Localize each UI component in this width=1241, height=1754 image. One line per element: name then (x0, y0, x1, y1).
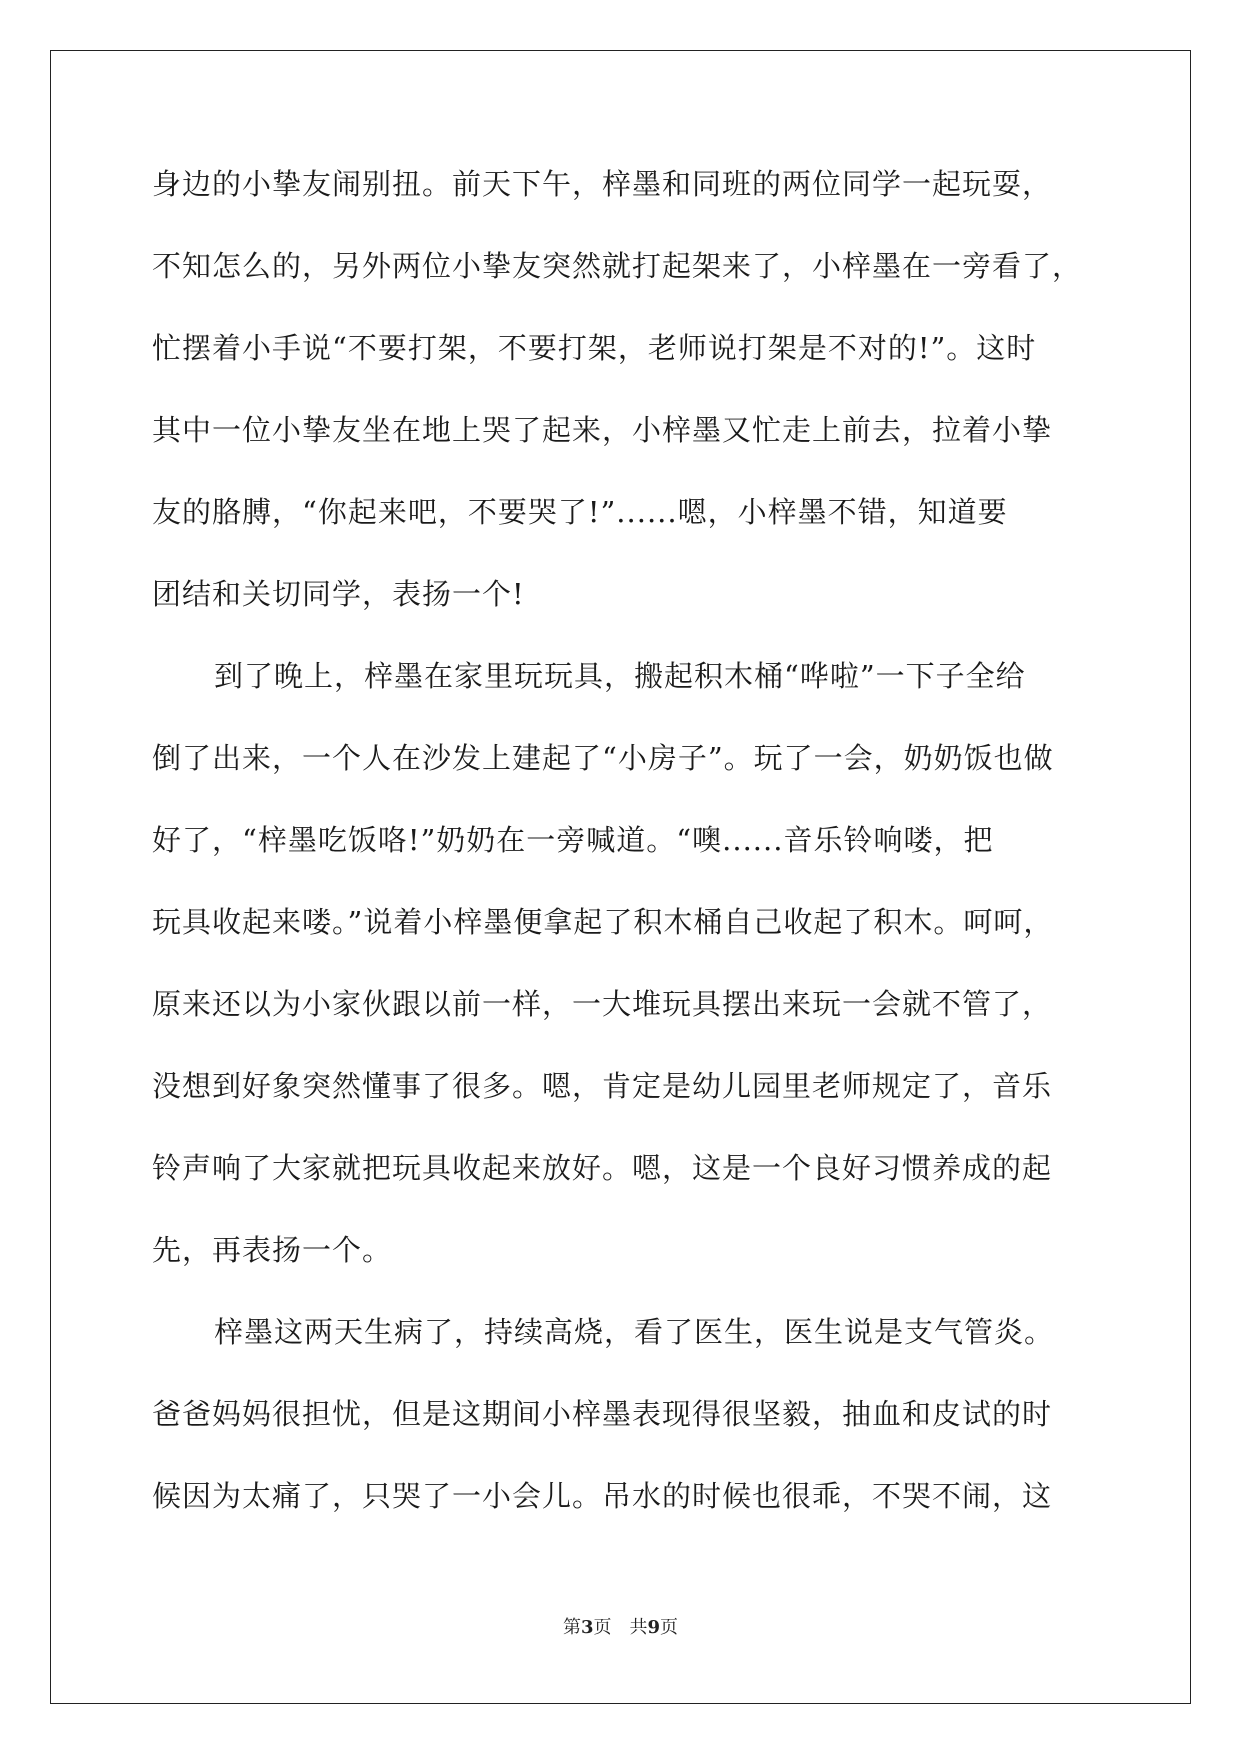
text-line: 身边的小挚友闹别扭。前天下午，梓墨和同班的两位同学一起玩耍， (152, 167, 1053, 201)
text-line: 其中一位小挚友坐在地上哭了起来，小梓墨又忙走上前去，拉着小挚 (152, 413, 1053, 447)
text-line: 先，再表扬一个。 (152, 1233, 393, 1267)
text-line: 候因为太痛了，只哭了一小会儿。吊水的时候也很乖，不哭不闹，这 (152, 1479, 1053, 1513)
text-line: 玩具收起来喽。”说着小梓墨便拿起了积木桶自己收起了积木。呵呵， (152, 905, 1054, 939)
text-line: 团结和关切同学，表扬一个! (152, 577, 525, 611)
document-body (152, 165, 1092, 1559)
text-line: 倒了出来，一个人在沙发上建起了“小房子”。玩了一会，奶奶饭也做 (152, 741, 1054, 775)
paragraph-start-line: 到了晚上，梓墨在家里玩玩具，搬起积木桶“哗啦”一下子全给 (214, 659, 1026, 693)
total-pages-number: 9 (647, 1617, 661, 1638)
text-line: 忙摆着小手说“不要打架，不要打架，老师说打架是不对的!”。这时 (152, 331, 1037, 365)
footer-prefix: 第 (562, 1617, 581, 1638)
text-line: 不知怎么的，另外两位小挚友突然就打起架来了，小梓墨在一旁看了， (152, 249, 1083, 283)
text-line: 铃声响了大家就把玩具收起来放好。嗯，这是一个良好习惯养成的起 (152, 1151, 1053, 1185)
paragraph-start-line: 梓墨这两天生病了，持续高烧，看了医生，医生说是支气管炎。 (214, 1315, 1055, 1349)
footer-mid: 页 共 (593, 1617, 648, 1638)
footer-suffix: 页 (660, 1617, 679, 1638)
text-line: 没想到好象突然懂事了很多。嗯，肯定是幼儿园里老师规定了，音乐 (152, 1069, 1053, 1103)
current-page-number: 3 (580, 1617, 594, 1638)
text-line: 爸爸妈妈很担忧，但是这期间小梓墨表现得很坚毅，抽血和皮试的时 (152, 1397, 1053, 1431)
text-line: 友的胳膊，“你起来吧，不要哭了!”......嗯，小梓墨不错，知道要 (152, 495, 1008, 529)
page-footer (0, 1617, 1241, 1639)
text-line: 原来还以为小家伙跟以前一样，一大堆玩具摆出来玩一会就不管了， (152, 987, 1053, 1021)
text-line: 好了，“梓墨吃饭咯!”奶奶在一旁喊道。“噢......音乐铃响喽，把 (152, 823, 994, 857)
